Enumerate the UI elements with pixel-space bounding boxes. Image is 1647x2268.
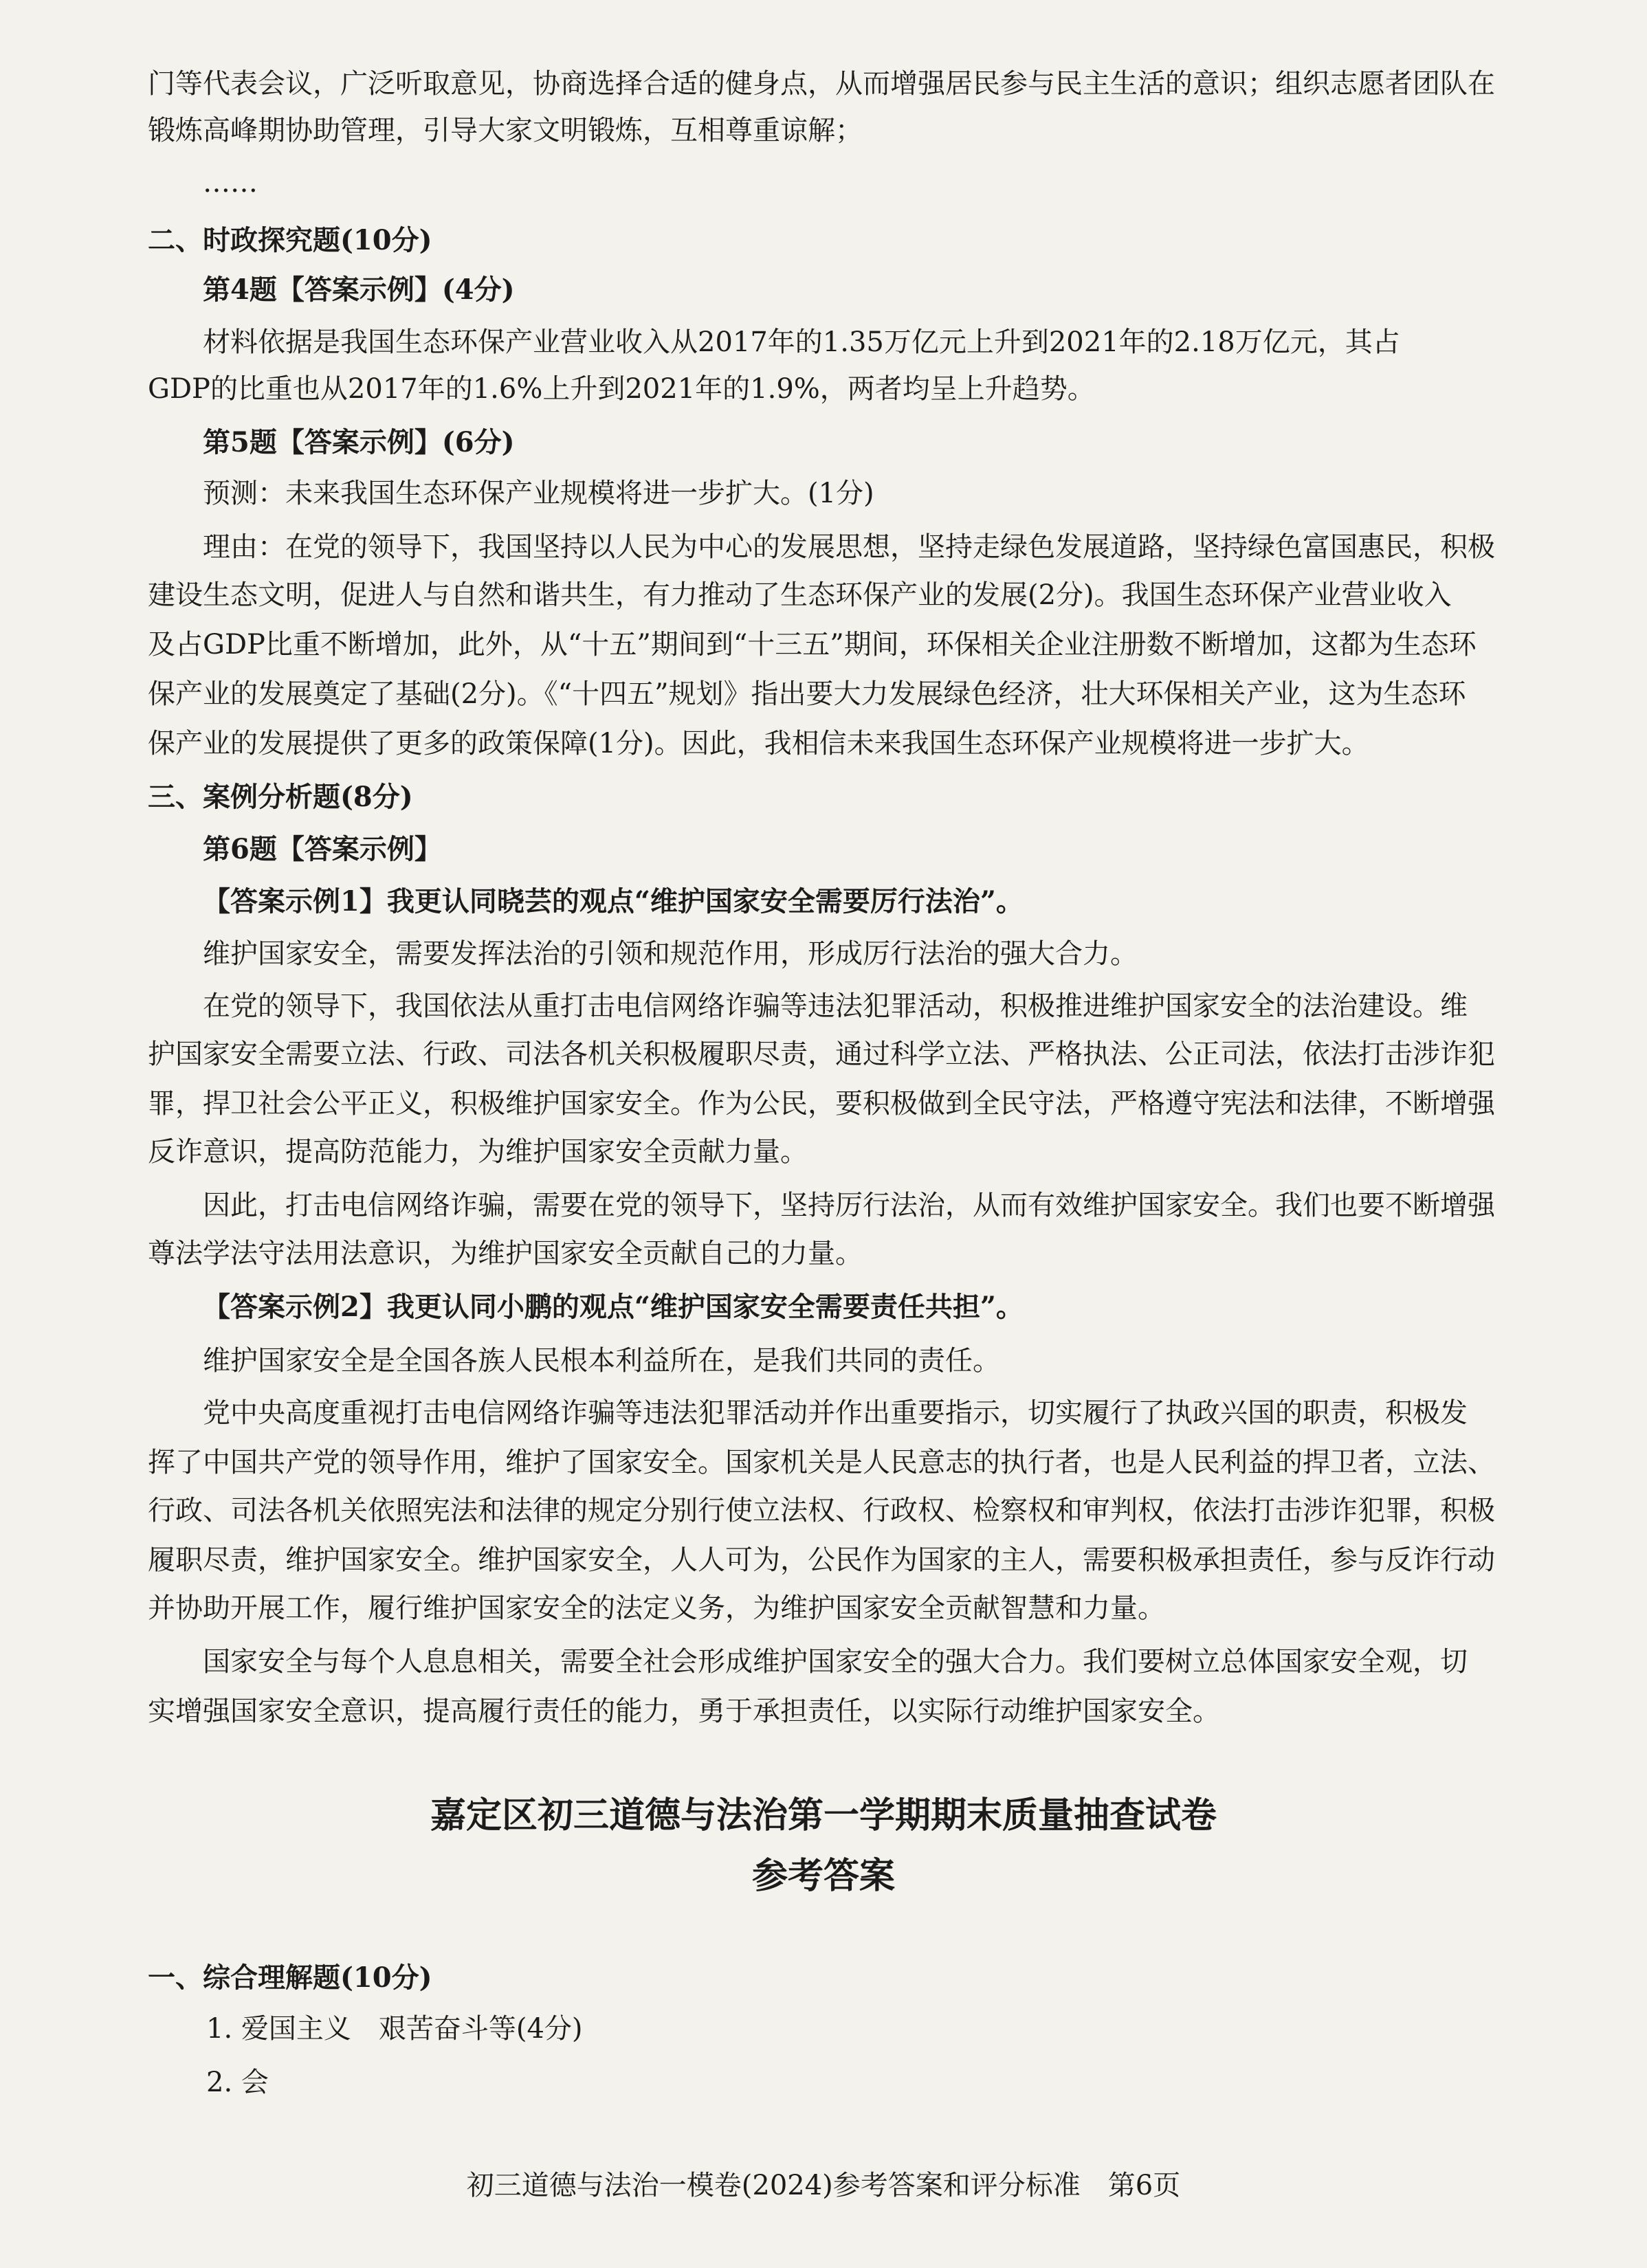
- paragraph-line: 尊法学法守法用法意识，为维护国家安全贡献自己的力量。: [148, 1238, 863, 1269]
- paragraph-line: 维护国家安全是全国各族人民根本利益所在，是我们共同的责任。: [203, 1345, 1000, 1377]
- paragraph-line: 党中央高度重视打击电信网络诈骗等违法犯罪活动并作出重要指示，切实履行了执政兴国的职责，积极发: [203, 1397, 1468, 1429]
- paragraph-line: 锻炼高峰期协助管理，引导大家文明锻炼，互相尊重谅解；: [148, 115, 863, 146]
- paragraph-line: 保产业的发展提供了更多的政策保障(1分)。因此，我相信未来我国生态环保产业规模将进一步扩大。: [148, 728, 1369, 759]
- paragraph-line: 罪，捍卫社会公平正义，积极维护国家安全。作为公民，要积极做到全民守法，严格遵守宪法和法律，不断增强: [148, 1088, 1495, 1120]
- paragraph-line: 行政、司法各机关依照宪法和法律的规定分别行使立法权、行政权、检察权和审判权，依法打击涉诈犯罪，积极: [148, 1495, 1495, 1526]
- paragraph-line: 理由：在党的领导下，我国坚持以人民为中心的发展思想，坚持走绿色发展道路，坚持绿色富国惠民，积极: [203, 531, 1495, 563]
- question-title: 第4题【答案示例】(4分): [203, 274, 515, 306]
- paragraph-line: 履职尽责，维护国家安全。维护国家安全，人人可为，公民作为国家的主人，需要积极承担责任，参与反诈行动: [148, 1544, 1495, 1576]
- paragraph-line: 在党的领导下，我国依法从重打击电信网络诈骗等违法犯罪活动，积极推进维护国家安全的法治建设。维: [203, 990, 1468, 1022]
- paragraph-line: 及占GDP比重不断增加，此外，从“十五”期间到“十三五”期间，环保相关企业注册数不断增加，这都为生态环: [148, 629, 1477, 660]
- exam-subtitle: 参考答案: [751, 1855, 895, 1897]
- exam-title: 嘉定区初三道德与法治第一学期期末质量抽查试卷: [430, 1794, 1217, 1836]
- paragraph-line: 反诈意识，提高防范能力，为维护国家安全贡献力量。: [148, 1136, 808, 1168]
- paragraph-line: 建设生态文明，促进人与自然和谐共生，有力推动了生态环保产业的发展(2分)。我国生态环保产业营业收入: [148, 579, 1452, 611]
- paragraph-line: 材料依据是我国生态环保产业营业收入从2017年的1.35万亿元上升到2021年的2.18万亿元，其占: [203, 326, 1400, 358]
- paragraph-line: 保产业的发展奠定了基础(2分)。《“十四五”规划》指出要大力发展绿色经济，壮大环保相关产业，这为生态环: [148, 678, 1466, 710]
- paragraph-line: 门等代表会议，广泛听取意见，协商选择合适的健身点，从而增强居民参与民主生活的意识；组织志愿者团队在: [148, 68, 1495, 100]
- question-title: 第5题【答案示例】(6分): [203, 426, 515, 458]
- ellipsis: ……: [203, 167, 258, 199]
- paragraph-line: 国家安全与每个人息息相关，需要全社会形成维护国家安全的强大合力。我们要树立总体国家安全观，切: [203, 1646, 1468, 1678]
- paragraph-line: 护国家安全需要立法、行政、司法各机关积极履职尽责，通过科学立法、严格执法、公正司法，依法打击涉诈犯: [148, 1038, 1495, 1070]
- section-heading: 二、时政探究题(10分): [148, 224, 432, 256]
- page-footer: 初三道德与法治一模卷(2024)参考答案和评分标准 第6页: [466, 2170, 1181, 2201]
- example-title: 【答案示例2】我更认同小鹏的观点“维护国家安全需要责任共担”。: [203, 1291, 1024, 1323]
- paragraph-line: 并协助开展工作，履行维护国家安全的法定义务，为维护国家安全贡献智慧和力量。: [148, 1592, 1165, 1624]
- paragraph-line: 预测：未来我国生态环保产业规模将进一步扩大。(1分): [203, 478, 874, 509]
- paragraph-line: 维护国家安全，需要发挥法治的引领和规范作用，形成厉行法治的强大合力。: [203, 938, 1138, 970]
- section-heading: 一、综合理解题(10分): [148, 1961, 432, 1994]
- question-title: 第6题【答案示例】: [203, 833, 442, 865]
- answer-item: 2. 会: [206, 2067, 269, 2098]
- paragraph-line: GDP的比重也从2017年的1.6%上升到2021年的1.9%，两者均呈上升趋势。: [148, 373, 1095, 405]
- answer-item: 1. 爱国主义 艰苦奋斗等(4分): [206, 2013, 583, 2045]
- paragraph-line: 实增强国家安全意识，提高履行责任的能力，勇于承担责任，以实际行动维护国家安全。: [148, 1696, 1220, 1727]
- paragraph-line: 挥了中国共产党的领导作用，维护了国家安全。国家机关是人民意志的执行者，也是人民利益的捍卫者，立法、: [148, 1447, 1495, 1478]
- paragraph-line: 因此，打击电信网络诈骗，需要在党的领导下，坚持厉行法治，从而有效维护国家安全。我们也要不断增强: [203, 1190, 1495, 1221]
- section-heading: 三、案例分析题(8分): [148, 781, 413, 813]
- example-title: 【答案示例1】我更认同晓芸的观点“维护国家安全需要厉行法治”。: [203, 885, 1024, 918]
